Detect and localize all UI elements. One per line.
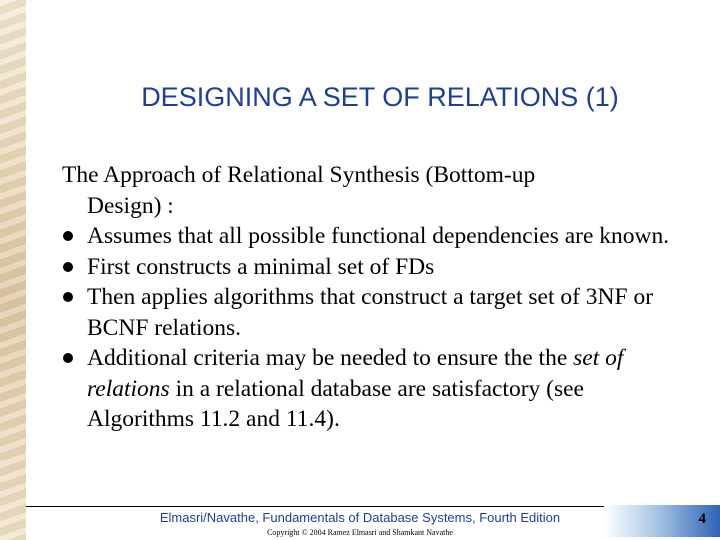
bullet-item <box>62 282 674 343</box>
decorative-sand-band <box>0 0 26 540</box>
bullet-dot-icon <box>63 231 73 241</box>
bullet-item <box>62 221 674 252</box>
footer-copyright: Copyright © 2004 Ramez Elmasri and Shamkant Navathe <box>267 528 453 537</box>
bullet-dot-icon <box>63 353 73 363</box>
intro-line-2: Design) : <box>87 192 174 219</box>
bullet-text-italic: set of relations <box>87 345 624 402</box>
bullet-dot-icon <box>63 262 73 272</box>
intro-line-1: The Approach of Relational Synthesis (Bottom-up <box>62 162 536 188</box>
bullet-text-prefix: Additional criteria may be needed to ensure the the <box>87 345 574 371</box>
bullet-text: First constructs a minimal set of FDs <box>87 253 435 280</box>
slide-title: DESIGNING A SET OF RELATIONS (1) <box>141 82 619 112</box>
slide-body <box>62 160 674 435</box>
bullet-item <box>62 252 674 283</box>
bullet-text-suffix: in a relational database are satisfactory (see Algorithms 11.2 and 11.4). <box>87 375 584 432</box>
bullet-text: Then applies algorithms that construct a target set of 3NF or BCNF relations. <box>87 284 654 341</box>
bullet-item <box>62 343 674 435</box>
page-number: 4 <box>698 511 706 527</box>
footer-citation: Elmasri/Navathe, Fundamentals of Database Systems, Fourth Edition <box>159 510 561 525</box>
page-number-box <box>604 505 720 537</box>
bullet-dot-icon <box>63 292 73 302</box>
intro-paragraph <box>62 160 674 221</box>
bullet-text: Assumes that all possible functional dependencies are known. <box>87 223 670 249</box>
